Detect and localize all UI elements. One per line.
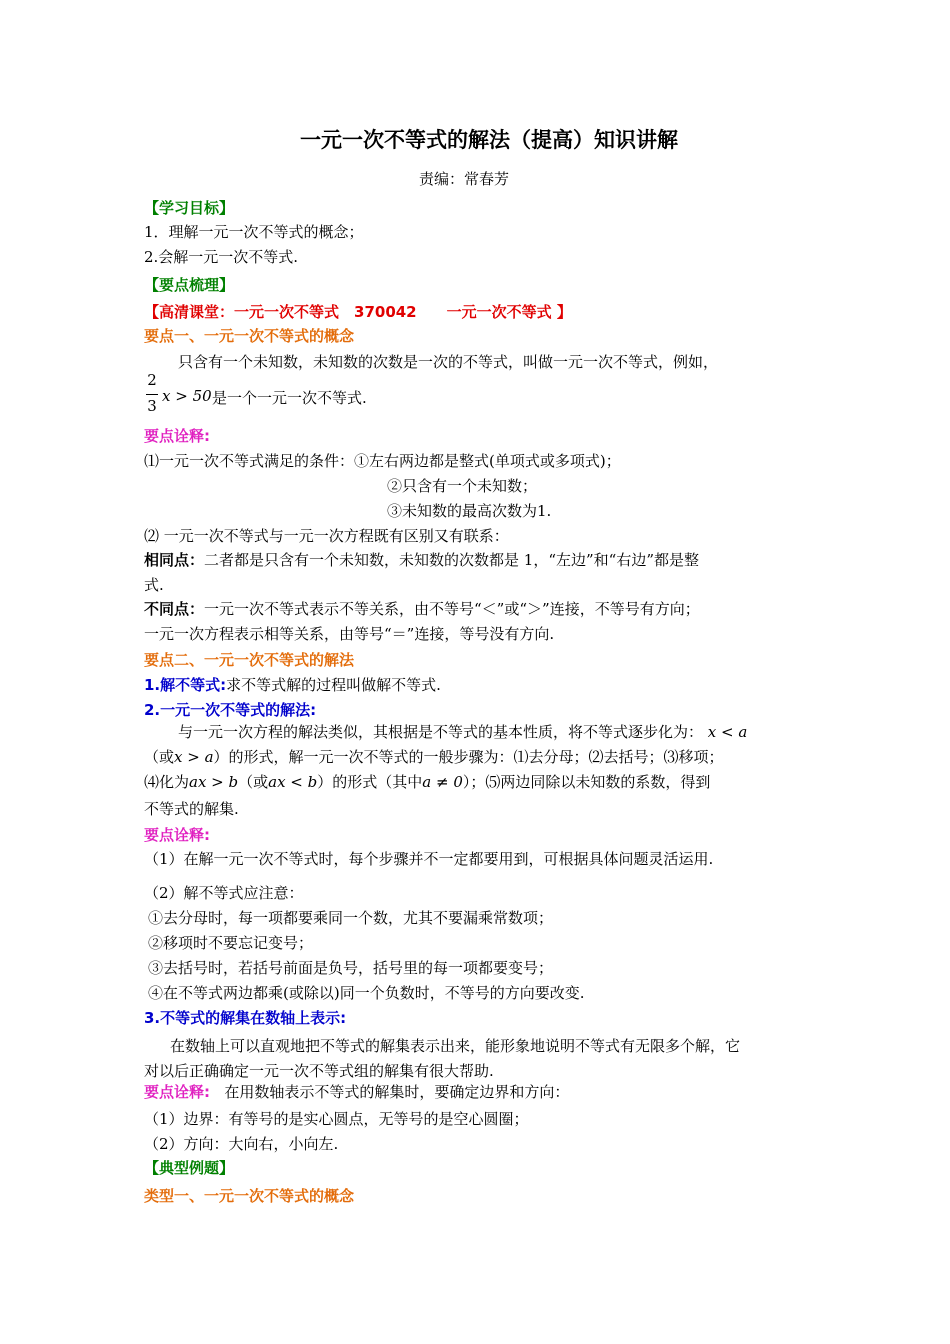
diff-text: 一元一次不等式表示不等关系，由不等号“＜”或“＞”连接，不等号有方向； — [204, 600, 700, 618]
note-2-1: （1）在解一元一次不等式时，每个步骤并不一定都要用到，可根据具体问题灵活运用. — [144, 850, 714, 868]
same-point-line — [144, 549, 699, 571]
step-3-line-2: 对以后正确确定一元一次不等式组的解集有很大帮助. — [144, 1062, 494, 1080]
note-2-2: （2）解不等式应注意： — [144, 884, 304, 902]
step-3-label: 3.不等式的解集在数轴上表示: — [144, 1009, 347, 1027]
math-ax-lt-b: ax < b — [268, 773, 318, 791]
step-2-text-3b: （或 — [238, 773, 269, 791]
example-inequality: x > 50 — [162, 387, 212, 405]
point-1-text: 只含有一个未知数，未知数的次数是一次的不等式，叫做一元一次不等式，例如， — [178, 353, 719, 371]
step-2-text-2b: ）的形式，解一元一次不等式的一般步骤为：⑴去分母；⑵去括号；⑶移项； — [213, 748, 724, 766]
note-3-line — [144, 1081, 569, 1103]
step-2-line-4: 不等式的解集. — [144, 800, 239, 818]
step-2-text-3c: ）的形式（其中 — [317, 773, 423, 791]
step-3-line-1: 在数轴上可以直观地把不等式的解集表示出来，能形象地说明不等式有无限多个解，它 — [170, 1037, 741, 1055]
same-text: 二者都是只含有一个未知数，未知数的次数都是 1，“左边”和“右边”都是整 — [204, 551, 700, 569]
step-2-line-2 — [144, 746, 724, 768]
fraction-bar — [146, 394, 158, 395]
diff-point-line — [144, 598, 700, 620]
note-1-b: ②只含有一个未知数； — [387, 477, 538, 495]
step-2-text-3a: ⑷化为 — [144, 773, 190, 791]
note-2-4: ②移项时不要忘记变号； — [148, 934, 314, 952]
step-1-line — [144, 674, 441, 696]
page-title: 一元一次不等式的解法（提高）知识讲解 — [300, 127, 678, 152]
note-2-6: ④在不等式两边都乘(或除以)同一个负数时，不等号的方向要改变. — [148, 984, 585, 1002]
author-line: 责编：常春芳 — [419, 170, 510, 188]
same-label: 相同点： — [144, 551, 205, 569]
step-1-text: 求不等式解的过程叫做解不等式. — [226, 676, 441, 694]
point-2-heading: 要点二、一元一次不等式的解法 — [144, 651, 355, 669]
step-2-label: 2.一元一次不等式的解法: — [144, 701, 317, 719]
note-label-3: 要点诠释: — [144, 1083, 210, 1101]
note-3-1: （1）边界：有等号的是实心圆点，无等号的是空心圆圈； — [144, 1110, 529, 1128]
step-2-text-3d: ）；⑸两边同除以未知数的系数，得到 — [462, 773, 711, 791]
section-examples: 【典型例题】 — [144, 1159, 235, 1177]
note-label-1: 要点诠释: — [144, 427, 210, 445]
note-label-2: 要点诠释: — [144, 826, 210, 844]
point-1-heading: 要点一、一元一次不等式的概念 — [144, 327, 355, 345]
note-2-5: ③去括号时，若括号前面是负号，括号里的每一项都要变号； — [148, 959, 554, 977]
section-learning-goals: 【学习目标】 — [144, 199, 235, 217]
step-2-text-1: 与一元一次方程的解法类似，其根据是不等式的基本性质，将不等式逐步化为： — [178, 723, 704, 741]
fraction-denominator: 3 — [147, 397, 157, 415]
note-1-c: ③未知数的最高次数为1. — [387, 502, 552, 520]
math-a-neq-0: a ≠ 0 — [422, 773, 463, 791]
same-text-cont: 式. — [144, 576, 164, 594]
step-2-text-2a: （或 — [144, 748, 175, 766]
goal-1: 1．理解一元一次不等式的概念； — [144, 223, 364, 241]
note-2: ⑵ 一元一次不等式与一元一次方程既有区别又有联系： — [144, 527, 509, 545]
type-1-heading: 类型一、一元一次不等式的概念 — [144, 1187, 355, 1205]
math-x-gt-a: x > a — [174, 748, 214, 766]
math-x-lt-a: x < a — [707, 723, 748, 741]
math-ax-gt-b: ax > b — [189, 773, 239, 791]
step-2-line-1 — [178, 721, 747, 743]
goal-2: 2.会解一元一次不等式. — [144, 248, 299, 266]
diff-label: 不同点： — [144, 600, 205, 618]
step-1-label: 1.解不等式: — [144, 676, 227, 694]
note-3-2: （2）方向：大向右，小向左. — [144, 1135, 339, 1153]
step-2-line-3 — [144, 771, 710, 793]
note-1-a: ⑴一元一次不等式满足的条件：①左右两边都是整式(单项式或多项式)； — [144, 452, 621, 470]
diff-text-cont: 一元一次方程表示相等关系，由等号“＝”连接，等号没有方向. — [144, 625, 555, 643]
hd-class-note: 【高清课堂：一元一次不等式 370042 一元一次不等式 】 — [144, 303, 572, 321]
note-3-text: 在用数轴表示不等式的解集时，要确定边界和方向： — [224, 1083, 570, 1101]
point-1-text-end: 是一个一元一次不等式. — [212, 389, 367, 407]
note-2-3: ①去分母时，每一项都要乘同一个数，尤其不要漏乘常数项； — [148, 909, 554, 927]
fraction-numerator: 2 — [147, 371, 157, 389]
section-key-points: 【要点梳理】 — [144, 276, 235, 294]
